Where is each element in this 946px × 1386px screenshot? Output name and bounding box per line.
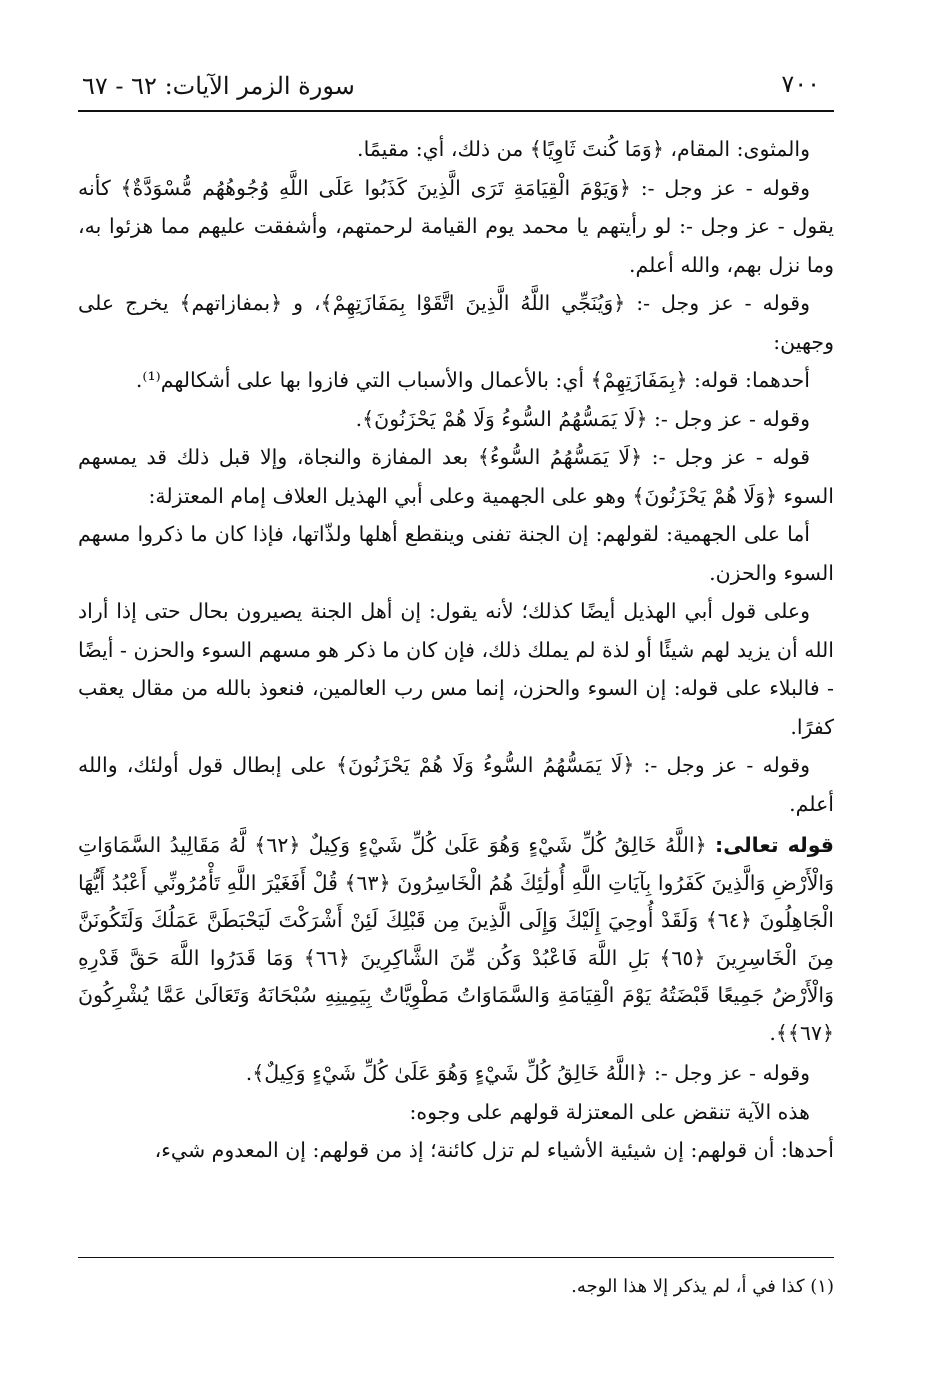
paragraph: أما على الجهمية: لقولهم: إن الجنة تفنى وينقطع أهلها ولذّاتها، فإذا كان ما ذكروا مسهم السوء والحزن. [78,522,834,585]
paragraph: وقوله - عز وجل -: ﴿لَا يَمَسُّهُمُ السُّوءُ وَلَا هُمْ يَحْزَنُونَ﴾ على إبطال قول أولئك، والله أعلم. [78,753,834,816]
paragraph: وقوله - عز وجل -: ﴿اللَّهُ خَالِقُ كُلِّ شَيْءٍ وَهُوَ عَلَىٰ كُلِّ شَيْءٍ وَكِيلٌ﴾. [245,1061,810,1085]
page-number: ٧٠٠ [781,70,820,98]
quran-passage-label: قوله تعالى: [715,833,834,857]
paragraph: وعلى قول أبي الهذيل أيضًا كذلك؛ لأنه يقول: إن أهل الجنة يصيرون بحال حتى إذا أراد الله أن يزيد لهم شيئًا أو لذة لم يملك ذلك، فإن كان ما ذكر هو مسهم السوء والحزن - أيضًا - فالبلاء على قوله: إن السوء والحزن، إنما مس رب العالمين، فنعوذ بالله من مقال يعقب كفرًا. [78,599,834,739]
paragraph: أحدهما: قوله: ﴿بِمَفَازَتِهِمْ﴾ أي: بالأعمال والأسباب التي فازوا بها على أشكالهم⁽¹⁾. [135,368,810,392]
paragraph: والمثوى: المقام، ﴿وَمَا كُنتَ ثَاوِيًا﴾ من ذلك، أي: مقيمًا. [357,137,810,161]
paragraph: وقوله - عز وجل -: ﴿لَا يَمَسُّهُمُ السُّوءُ وَلَا هُمْ يَحْزَنُونَ﴾. [355,406,810,431]
paragraph: وقوله - عز وجل -: ﴿وَيُنَجِّي اللَّهُ الَّذِينَ اتَّقَوْا بِمَفَازَتِهِمْ﴾، و ﴿بمفازاتهم﴾ يخرج على وجهين: [78,291,834,354]
body-text [78,130,834,1170]
footnote: (١) كذا في أ، لم يذكر إلا هذا الوجه. [571,1276,834,1297]
paragraph: قوله - عز وجل -: ﴿لَا يَمَسُّهُمُ السُّوءُ﴾ بعد المفازة والنجاة، وإلا قبل ذلك قد يمسهم السوء ﴿وَلَا هُمْ يَحْزَنُونَ﴾ وهو على الجهمية وعلى أبي الهذيل العلاف إمام المعتزلة: [78,445,834,508]
footnote-divider [78,1257,834,1258]
paragraph: هذه الآية تنقض على المعتزلة قولهم على وجوه: [409,1099,810,1124]
document-page [78,52,834,1352]
running-title: سورة الزمر الآيات: ٦٢ - ٦٧ [82,72,355,100]
quran-passage [78,827,834,1052]
paragraph: أحدها: أن قولهم: إن شيئية الأشياء لم تزل كائنة؛ إذ من قولهم: إن المعدوم شيء، [154,1138,834,1162]
quran-passage-text: ﴿اللَّهُ خَالِقُ كُلِّ شَيْءٍ وَهُوَ عَلَىٰ كُلِّ شَيْءٍ وَكِيلٌ ﴿٦٢﴾ لَّهُ مَقَالِيدُ السَّمَاوَاتِ وَالْأَرْضِ وَالَّذِينَ كَفَرُوا بِآيَاتِ اللَّهِ أُولَٰئِكَ هُمُ الْخَاسِرُونَ ﴿٦٣﴾ قُلْ أَفَغَيْرَ اللَّهِ تَأْمُرُونِّي أَعْبُدُ أَيُّهَا الْجَاهِلُونَ ﴿٦٤﴾ وَلَقَدْ أُوحِيَ إِلَيْكَ وَإِلَى الَّذِينَ مِن قَبْلِكَ لَئِنْ أَشْرَكْتَ لَيَحْبَطَنَّ عَمَلُكَ وَلَتَكُونَنَّ مِنَ الْخَاسِرِينَ ﴿٦٥﴾ بَلِ اللَّهَ فَاعْبُدْ وَكُن مِّنَ الشَّاكِرِينَ ﴿٦٦﴾ وَمَا قَدَرُوا اللَّهَ حَقَّ قَدْرِهِ وَالْأَرْضُ جَمِيعًا قَبْضَتُهُ يَوْمَ الْقِيَامَةِ وَالسَّمَاوَاتُ مَطْوِيَّاتٌ بِيَمِينِهِ سُبْحَانَهُ وَتَعَالَىٰ عَمَّا يُشْرِكُونَ ﴿٦٧﴾﴾. [78,833,834,1045]
paragraph: وقوله - عز وجل -: ﴿وَيَوْمَ الْقِيَامَةِ تَرَى الَّذِينَ كَذَبُوا عَلَى اللَّهِ وُجُوهُهُم مُّسْوَدَّةٌ﴾ كأنه يقول - عز وجل -: لو رأيتهم يا محمد يوم القيامة لرحمتهم، وأشفقت عليهم مما هزئوا به، وما نزل بهم، والله أعلم. [78,175,834,277]
page-header [78,52,834,112]
